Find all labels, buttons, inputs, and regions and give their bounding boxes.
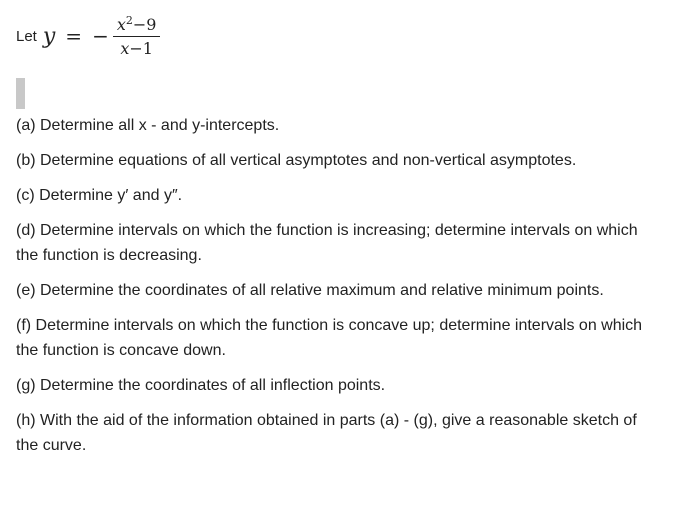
part-d: (d) Determine intervals on which the function is increasing; determine intervals on which the function is decreasing. — [16, 222, 638, 264]
part-a: (a) Determine all x - and y-intercepts. — [16, 117, 280, 134]
denominator-constant: −1 — [129, 39, 153, 58]
text-cursor — [16, 78, 25, 109]
equals-sign: = — [65, 24, 83, 48]
numerator-variable: x — [116, 15, 126, 34]
function-definition — [16, 14, 160, 58]
numerator-constant: −9 — [132, 15, 157, 34]
denominator — [120, 37, 153, 58]
let-label: Let — [16, 27, 37, 45]
fraction — [113, 14, 161, 58]
negative-sign: − — [92, 24, 109, 48]
part-c: (c) Determine y′ and y″. — [16, 187, 183, 204]
y-variable: y — [42, 23, 56, 49]
part-g: (g) Determine the coordinates of all inflection points. — [16, 377, 386, 394]
part-h: (h) With the aid of the information obtained in parts (a) - (g), give a reasonable sketch of the curve. — [16, 412, 637, 454]
part-e: (e) Determine the coordinates of all relative maximum and relative minimum points. — [16, 282, 604, 299]
part-b: (b) Determine equations of all vertical asymptotes and non-vertical asymptotes. — [16, 152, 577, 169]
numerator — [113, 14, 161, 37]
part-f: (f) Determine intervals on which the function is concave up; determine intervals on which the function is concave down. — [16, 317, 643, 359]
denominator-variable: x — [120, 39, 130, 58]
numerator-exponent: 2 — [125, 14, 133, 27]
question-parts — [16, 113, 656, 468]
